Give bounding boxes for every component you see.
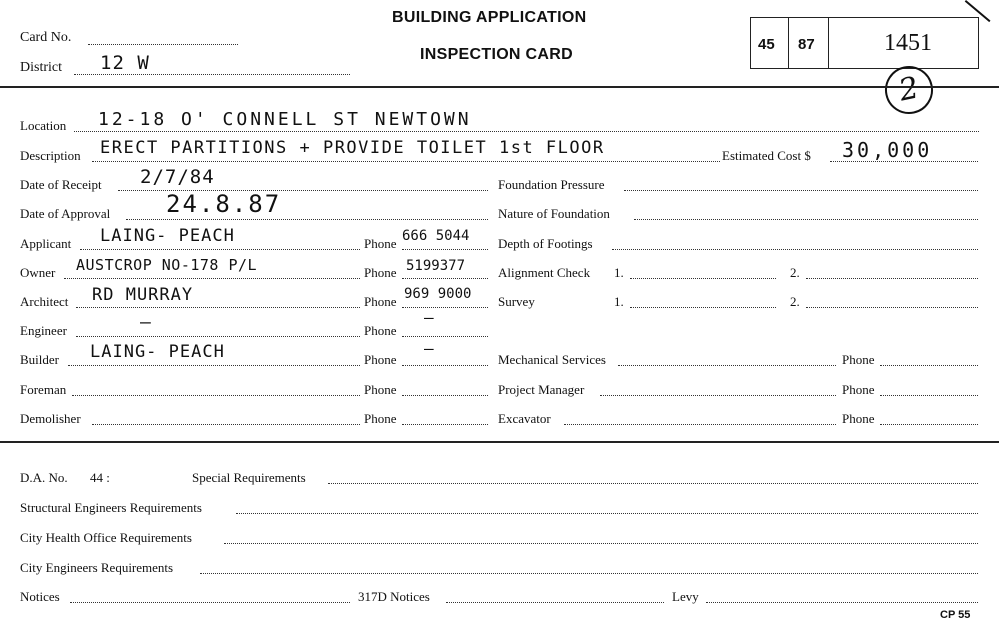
card-no-line [88,44,238,45]
engineers-requirements-line [200,573,978,574]
demolisher-phone-label: Phone [364,411,397,426]
survey-n1: 1. [614,294,624,309]
architect-phone-line [402,307,488,308]
divider-middle [0,441,999,443]
divider-top [0,86,999,88]
applicant-phone-label: Phone [364,236,397,251]
levy-label: Levy [672,589,699,604]
owner-line [64,278,360,279]
code-divider-1 [788,18,789,68]
code-b: 87 [798,36,815,53]
project-manager-phone-label: Phone [842,382,875,397]
special-requirements-line [328,483,978,484]
architect-line [76,307,360,308]
description-line [92,161,720,162]
da-no-value: 44 : [90,470,110,485]
applicant-line [80,249,360,250]
engineer-phone-line [402,336,488,337]
demolisher-label: Demolisher [20,411,81,426]
district-line [74,74,350,75]
builder-label: Builder [20,352,59,367]
card-number: 1451 [884,30,932,56]
location-line [74,131,979,132]
engineer-phone-label: Phone [364,323,397,338]
project-manager-line [600,395,836,396]
applicant-phone-line [402,249,488,250]
alignment-check-n1: 1. [614,265,624,280]
mechanical-phone-line [880,365,978,366]
date-approval-label: Date of Approval [20,206,111,221]
architect-value: RD MURRAY [92,285,194,305]
estimated-cost-label: Estimated Cost $ [722,148,811,163]
health-requirements-label: City Health Office Requirements [20,530,192,545]
owner-phone-label: Phone [364,265,397,280]
owner-value: AUSTCROP NO-178 P/L [76,256,258,274]
architect-phone-label: Phone [364,294,397,309]
builder-phone-label: Phone [364,352,397,367]
demolisher-line [92,424,360,425]
location-label: Location [20,118,67,133]
card-no-label: Card No. [20,30,72,45]
alignment-check-line-2 [806,278,978,279]
survey-label: Survey [498,294,535,309]
notices-317d-line [446,602,664,603]
owner-phone-value: 5199377 [406,258,466,274]
alignment-check-label: Alignment Check [498,265,591,280]
notices-label: Notices [20,589,60,604]
survey-line-1 [630,307,776,308]
location-value: 12-18 O' CONNELL ST NEWTOWN [98,109,472,130]
structural-requirements-line [236,513,978,514]
alignment-check-line-1 [630,278,776,279]
excavator-label: Excavator [498,411,551,426]
demolisher-phone-line [402,424,488,425]
engineers-requirements-label: City Engineers Requirements [20,560,174,575]
notices-line [70,602,350,603]
nature-foundation-label: Nature of Foundation [498,206,610,221]
excavator-line [564,424,836,425]
mechanical-phone-label: Phone [842,352,875,367]
depth-footings-line [612,249,978,250]
code-divider-2 [828,18,829,68]
form-title-line2: INSPECTION CARD [420,46,573,63]
structural-requirements-label: Structural Engineers Requirements [20,500,202,515]
alignment-check-n2: 2. [790,265,800,280]
survey-line-2 [806,307,978,308]
district-label: District [20,60,62,75]
owner-phone-line [402,278,488,279]
architect-phone-value: 969 9000 [404,286,472,302]
foreman-line [72,395,360,396]
mechanical-services-label: Mechanical Services [498,352,606,367]
levy-line [706,602,978,603]
applicant-value: LAING- PEACH [100,226,235,246]
district-value-text: 12 W [100,52,150,74]
description-label: Description [20,148,81,163]
form-code: CP 55 [940,609,971,621]
date-approval-value: 24.8.87 [166,190,282,218]
da-no-label: D.A. No. [20,470,68,485]
builder-value: LAING- PEACH [90,342,225,362]
health-requirements-line [224,543,978,544]
builder-phone-value: — [424,339,435,358]
estimated-cost-value: 30,000 [842,138,933,162]
foreman-phone-line [402,395,488,396]
nature-foundation-line [634,219,978,220]
builder-line [68,365,360,366]
engineer-line [76,336,360,337]
date-receipt-label: Date of Receipt [20,177,102,192]
card-number-box [750,17,979,69]
applicant-phone-value: 666 5044 [402,228,470,244]
district-value [100,52,150,74]
foreman-label: Foreman [20,382,67,397]
survey-n2: 2. [790,294,800,309]
date-approval-line [126,219,488,220]
project-manager-label: Project Manager [498,382,585,397]
form-title-line1: BUILDING APPLICATION [392,9,587,26]
circled-mark: 2 [881,62,938,119]
architect-label: Architect [20,294,69,309]
special-requirements-label: Special Requirements [192,470,306,485]
excavator-phone-line [880,424,978,425]
engineer-label: Engineer [20,323,67,338]
applicant-label: Applicant [20,236,72,251]
project-manager-phone-line [880,395,978,396]
depth-footings-label: Depth of Footings [498,236,593,251]
mechanical-services-line [618,365,836,366]
excavator-phone-label: Phone [842,411,875,426]
foundation-pressure-line [624,190,978,191]
code-a: 45 [758,36,775,53]
notices-317d-label: 317D Notices [358,589,430,604]
description-value: ERECT PARTITIONS + PROVIDE TOILET 1st FLOOR [100,138,605,158]
builder-phone-line [402,365,488,366]
foreman-phone-label: Phone [364,382,397,397]
engineer-phone-value: — [424,308,435,327]
date-receipt-value: 2/7/84 [140,166,215,188]
owner-label: Owner [20,265,56,280]
engineer-value: — [140,312,152,333]
foundation-pressure-label: Foundation Pressure [498,177,605,192]
